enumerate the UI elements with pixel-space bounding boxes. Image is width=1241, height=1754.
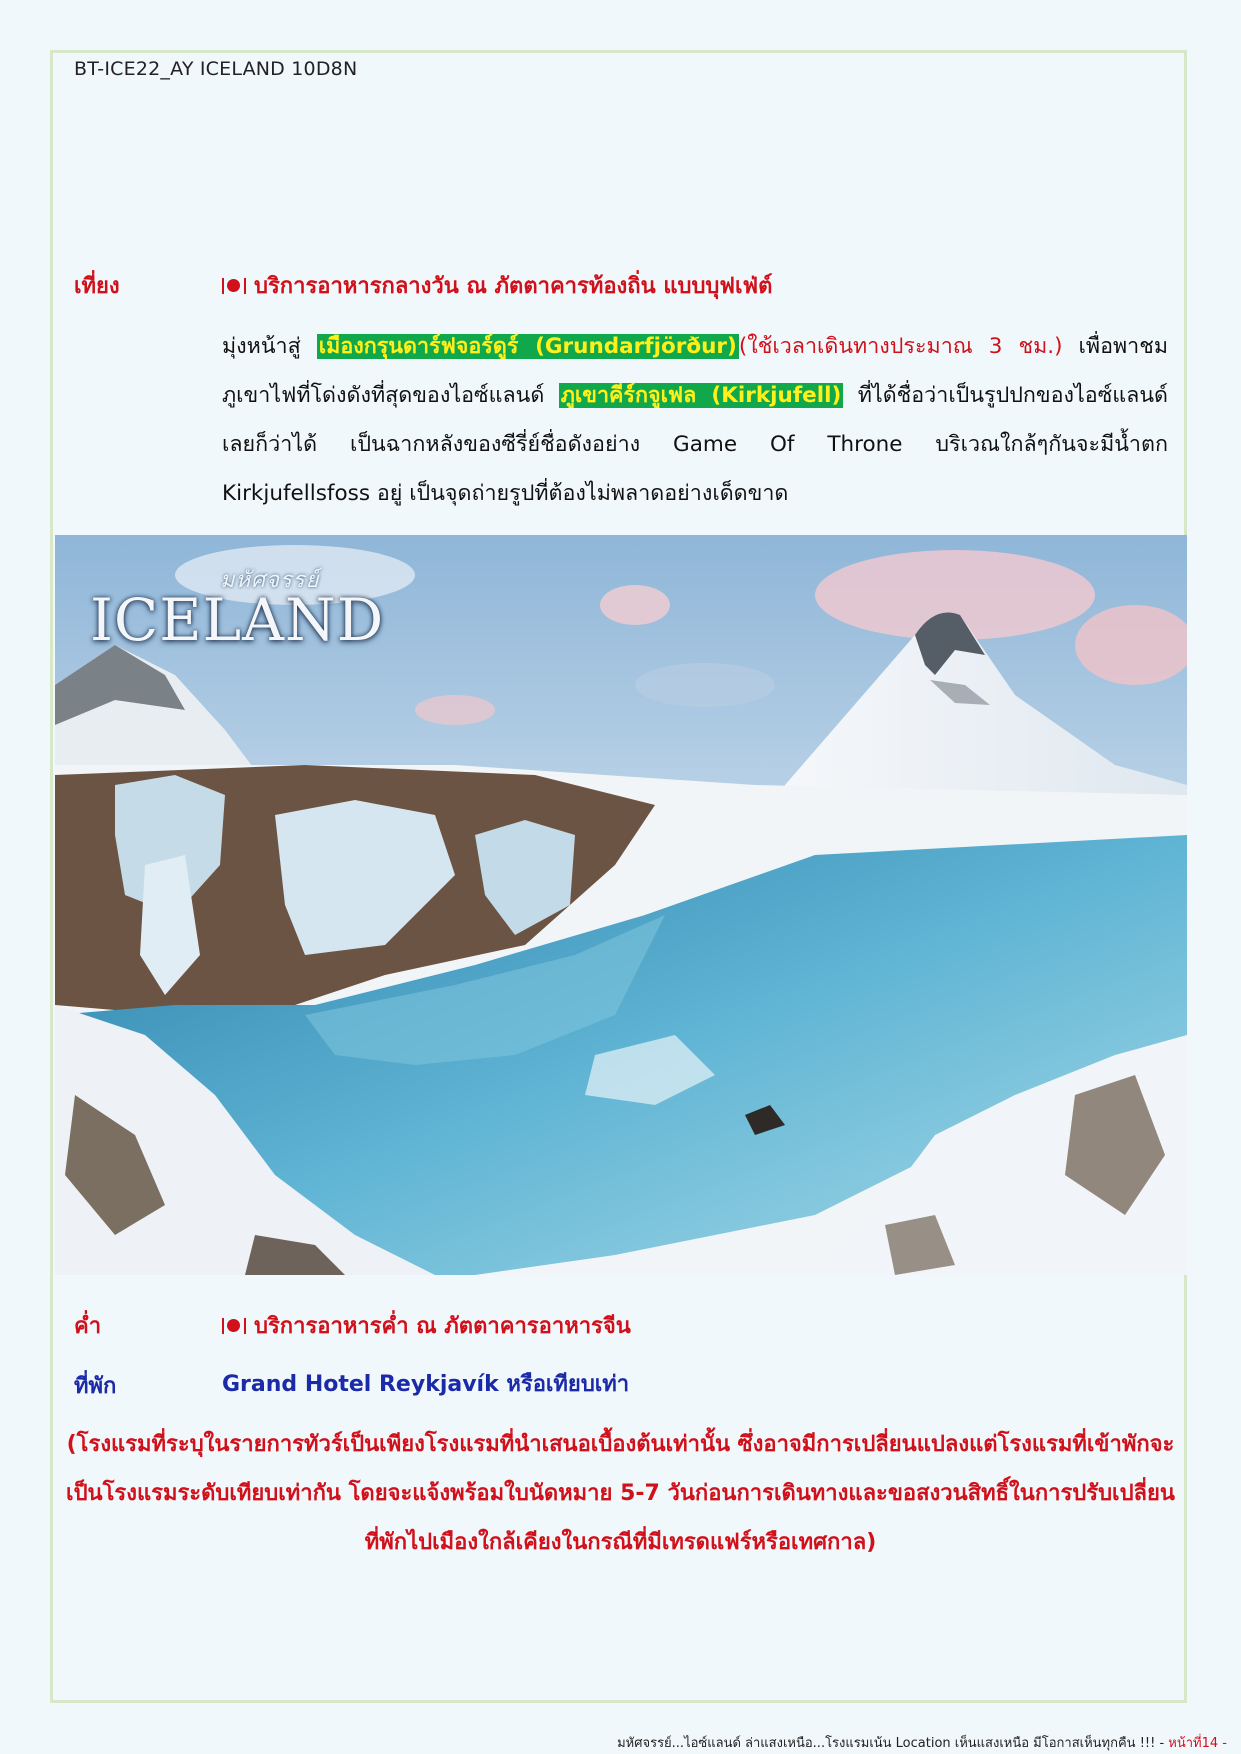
lunch-label: เที่ยง <box>74 274 120 299</box>
accommodation-label: ที่พัก <box>74 1374 117 1399</box>
logo-iceland: ICELAND <box>90 586 385 654</box>
travel-duration: (ใช้เวลาเดินทางประมาณ 3 ชม.) <box>738 334 1063 359</box>
lunch-meal-text: บริการอาหารกลางวัน ณ ภัตตาคารท้องถิ่น แบบบุฟเฟ่ต์ <box>254 274 773 299</box>
hotel-disclaimer: (โรงแรมที่ระบุในรายการทัวร์เป็นเพียงโรงแรมที่นำเสนอเบื้องต้นเท่านั้น ซึ่งอาจมีการเปลี่ยนแปลงแต่โรงแรมที่เข้าพักจะเป็นโรงแรมระดับเทียบเท่ากัน โดยจะแจ้งพร้อมใบนัดหมาย 5-7 วันก่อนการเดินทางและขอสงวนสิทธิ์ในการปรับเปลี่ยนที่พักไปเมืองใกล้เคียงในกรณีที่มีเทรดแฟร์หรือเทศกาล) <box>66 1432 1175 1555</box>
logo-subtitle: มหัศจรรย์ <box>220 568 320 593</box>
description-end: ที่ได้ชื่อว่าเป็นรูปปกของไอซ์แลนด์เลยก็ว่าได้ เป็นฉากหลังของซีรี่ย์ชื่อดังอย่าง Game Of Throne บริเวณใกล้ๆกันจะมีน้ำตก Kirkjufellsfoss อยู่ เป็นจุดถ่ายรูปที่ต้องไม่พลาดอย่างเด็ดขาด <box>222 383 1168 506</box>
page-footer <box>617 1732 1227 1753</box>
description-middle: เพื่อพาชมภูเขาไฟที่โด่งดังที่สุดของไอซ์แลนด์ <box>222 334 1168 408</box>
town-highlight: เมืองกรุนดาร์ฟจอร์ดูร์ (Grundarfjörður) <box>318 334 737 359</box>
dinner-meal-text: บริการอาหารค่ำ ณ ภัตตาคารอาหารจีน <box>254 1314 631 1339</box>
dinner-meal <box>222 1308 631 1343</box>
footer-tagline: มหัศจรรย์...ไอซ์แลนด์ ล่าแสงเหนือ...โรงแรมเน้น Location เห็นแสงเหนือ มีโอกาสเห็นทุกคืน !!! - <box>617 1736 1169 1751</box>
lunch-meal <box>222 268 772 303</box>
dining-icon <box>222 278 246 294</box>
dining-icon <box>222 1318 246 1334</box>
document-code: BT-ICE22_AY ICELAND 10D8N <box>74 58 358 80</box>
itinerary-description <box>222 322 1168 518</box>
dinner-label: ค่ำ <box>74 1314 102 1339</box>
mountain-highlight: ภูเขาคีร์กจูเฟล (Kirkjufell) <box>560 383 842 408</box>
description-intro: มุ่งหน้าสู่ <box>222 334 317 359</box>
page-number: หน้าที่14 - <box>1168 1736 1227 1751</box>
hotel-name: Grand Hotel Reykjavík หรือเทียบเท่า <box>222 1372 630 1397</box>
